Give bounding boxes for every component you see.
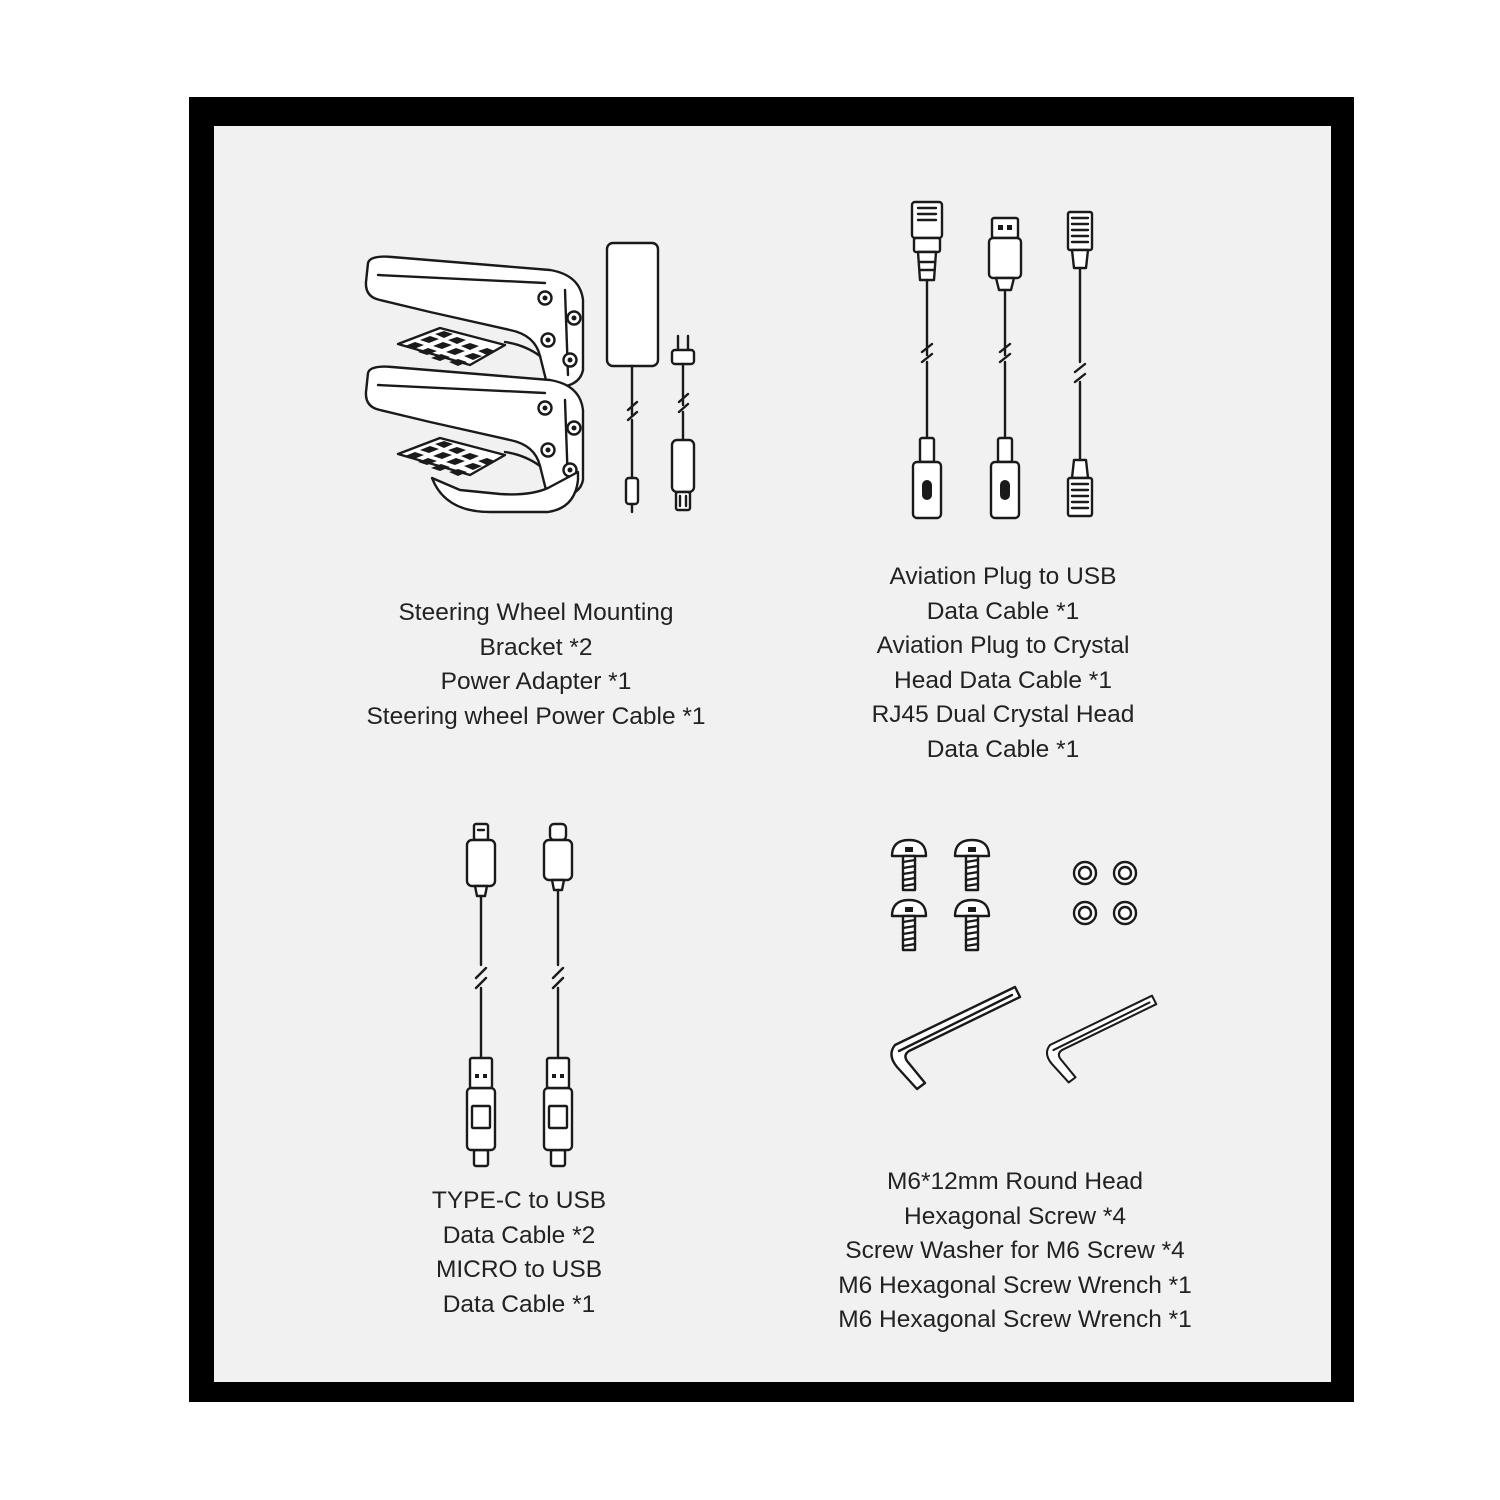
bracket-illustration <box>355 235 735 525</box>
caption-line: Steering wheel Power Cable *1 <box>366 702 706 730</box>
type-c-usb-cable-icon <box>544 824 572 1166</box>
caption-line: Aviation Plug to Crystal <box>876 632 1130 659</box>
caption-line: RJ45 Dual Crystal Head <box>871 701 1135 728</box>
caption-line: Aviation Plug to USB <box>889 563 1117 590</box>
hex-wrench-icon <box>891 987 1156 1089</box>
hardware-caption <box>800 1165 1230 1338</box>
caption-line: M6 Hexagonal Screw Wrench *1 <box>838 1306 1192 1333</box>
caption-line: MICRO to USB <box>435 1256 603 1283</box>
caption-line: M6 Hexagonal Screw Wrench *1 <box>838 1271 1192 1299</box>
caption-line: Data Cable *1 <box>926 735 1080 763</box>
power-cable-icon <box>672 336 694 510</box>
caption-line: Head Data Cable *1 <box>894 666 1112 694</box>
caption-line: TYPE-C to USB <box>431 1187 607 1214</box>
rj45-dual-cable-icon <box>1068 212 1092 516</box>
aviation-rj45-cable-icon <box>912 202 942 518</box>
hardware-illustration <box>880 830 1170 1095</box>
caption-line: Power Adapter *1 <box>440 668 632 695</box>
usb-cables-illustration <box>455 815 590 1150</box>
screw-icon <box>892 840 989 950</box>
caption-line: Steering Wheel Mounting <box>398 599 674 626</box>
caption-line: Screw Washer for M6 Screw *4 <box>845 1237 1185 1264</box>
usb-cables-caption <box>378 1184 660 1322</box>
caption-line: Data Cable *1 <box>926 597 1080 625</box>
caption-line: Hexagonal Screw *4 <box>904 1202 1126 1230</box>
aviation-usb-cable-icon <box>989 218 1021 518</box>
caption-line: M6*12mm Round Head <box>886 1168 1144 1195</box>
mounting-bracket-icon <box>366 257 583 512</box>
caption-line: Data Cable *2 <box>442 1221 596 1249</box>
brackets-caption <box>330 596 742 734</box>
caption-line: Bracket *2 <box>479 633 593 661</box>
aviation-cables-illustration <box>895 195 1115 525</box>
washer-icon <box>1074 862 1136 924</box>
caption-line: Data Cable *1 <box>442 1290 596 1318</box>
micro-usb-cable-icon <box>467 824 495 1166</box>
power-adapter-icon <box>607 243 658 512</box>
aviation-caption <box>820 560 1186 767</box>
